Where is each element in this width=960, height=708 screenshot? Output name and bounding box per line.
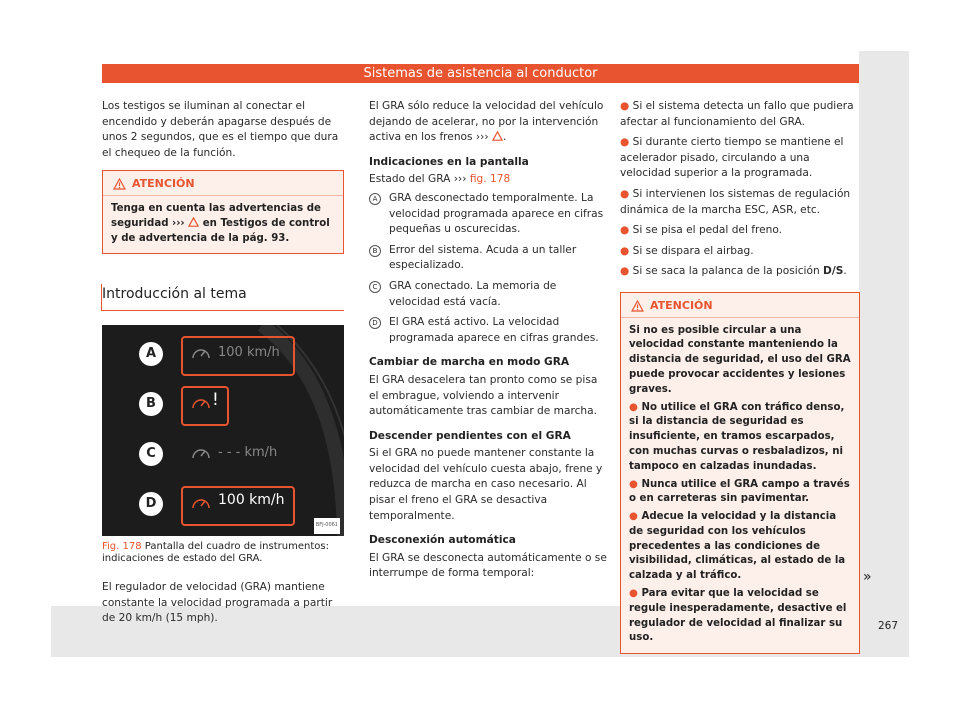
warning-body bbox=[103, 196, 343, 253]
page bbox=[51, 51, 859, 644]
page-header: Sistemas de asistencia al conductor bbox=[102, 64, 859, 83]
legend-key: A bbox=[369, 193, 381, 205]
paragraph: El GRA desacelera tan pronto como se pisa el embrague, volviendo a intervenir automáticamente tras cambiar de marcha. bbox=[369, 373, 598, 418]
warning-title: ATENCIÓN bbox=[132, 177, 195, 191]
figure-speed: - - - km/h bbox=[218, 444, 278, 460]
warning-bullet: ● Adecue la velocidad y la distancia de seguridad con los vehículos precedentes a las condiciones de visibilidad, climáticas, al estado de la calzada y al tráfico. bbox=[629, 511, 846, 582]
warning-header bbox=[621, 293, 859, 318]
bullet-item: ● Si intervienen los sistemas de regulación dinámica de la marcha ESC, ASR, etc. bbox=[620, 187, 851, 216]
paragraph: El GRA sólo reduce la velocidad del vehículo dejando de acelerar, no por la intervención activa en los frenos ››› . bbox=[369, 100, 604, 144]
figure-label: B bbox=[139, 392, 163, 416]
figure-speed: 100 km/h bbox=[218, 344, 280, 360]
legend-key: D bbox=[369, 317, 381, 329]
warning-text-b: en Testigos de control y de advertencia de la pág. 93. bbox=[111, 217, 330, 244]
warning-box-1 bbox=[102, 170, 344, 254]
warning-text-a: Tenga en cuenta las advertencias de seguridad ››› bbox=[111, 202, 321, 229]
subheading: Descender pendientes con el GRA bbox=[369, 429, 571, 442]
outro-paragraph: El regulador de velocidad (GRA) mantiene constante la velocidad programada a partir de 20 km/h (15 mph). bbox=[102, 580, 333, 625]
legend-item bbox=[369, 191, 607, 238]
warning-title: ATENCIÓN bbox=[650, 298, 713, 312]
intro-paragraph: Los testigos se iluminan al conectar el encendido y deberán apagarse después de unos 2 segundos, que es el tiempo que dura el chequeo de la función. bbox=[102, 100, 339, 159]
bullet-text: Si se dispara el airbag. bbox=[632, 244, 754, 257]
paragraph: El GRA se desconecta automáticamente o se interrumpe de forma temporal: bbox=[369, 551, 607, 580]
warning-bullet-text: Para evitar que la velocidad se regule inesperadamente, desactive el regulador de velocidad al finalizar su uso. bbox=[629, 588, 847, 644]
figure-speed: ! bbox=[212, 389, 219, 410]
instrument-figure bbox=[102, 325, 344, 536]
figure-label: C bbox=[139, 442, 163, 466]
warning-bullet: ● Nunca utilice el GRA campo a través o en carreteras sin pavimentar. bbox=[629, 478, 850, 505]
warning-triangle-icon bbox=[188, 217, 199, 227]
bullet-text: Si intervienen los sistemas de regulación dinámica de la marcha ESC, ASR, etc. bbox=[620, 187, 851, 216]
paragraph: Si el GRA no puede mantener constante la velocidad del vehículo cuesta abajo, frene y reduzca de marcha en caso necesario. Al pisar el freno el GRA se desactiva temporalmente. bbox=[369, 447, 603, 522]
column-1 bbox=[102, 99, 344, 636]
legend-text: GRA conectado. La memoria de velocidad está vacía. bbox=[389, 279, 557, 308]
figure-row-b bbox=[102, 381, 344, 427]
warning-triangle-icon bbox=[113, 178, 126, 190]
figure-caption-text: Pantalla del cuadro de instrumentos: indicaciones de estado del GRA. bbox=[102, 540, 329, 565]
warning-header bbox=[103, 171, 343, 196]
legend-text: Error del sistema. Acuda a un taller especializado. bbox=[389, 243, 577, 272]
bullet-item: ● Si se saca la palanca de la posición D/S. bbox=[620, 265, 847, 278]
paragraph bbox=[369, 172, 607, 188]
bullet-item: ● Si se dispara el airbag. bbox=[620, 244, 754, 257]
legend-item bbox=[369, 243, 607, 274]
subheading: Indicaciones en la pantalla bbox=[369, 155, 529, 168]
figure-caption bbox=[102, 541, 344, 566]
bullet-text: Si se pisa el pedal del freno. bbox=[632, 224, 783, 237]
figure-code: BFJ-0061 bbox=[314, 518, 340, 534]
subheading: Cambiar de marcha en modo GRA bbox=[369, 356, 570, 369]
figure-label: D bbox=[139, 492, 163, 516]
speedometer-icon bbox=[190, 443, 212, 465]
bullet-text: Si se saca la palanca de la posición bbox=[632, 265, 820, 278]
speedometer-icon bbox=[190, 493, 212, 515]
warning-body bbox=[621, 318, 859, 654]
subheading: Desconexión automática bbox=[369, 534, 516, 547]
figure-link[interactable]: fig. 178 bbox=[469, 173, 511, 186]
figure-row-c bbox=[102, 431, 344, 477]
speedometer-icon bbox=[190, 393, 212, 415]
page-background bbox=[51, 51, 909, 657]
figure-number: Fig. 178 bbox=[102, 540, 142, 552]
legend-list bbox=[369, 191, 607, 346]
warning-triangle-icon bbox=[631, 300, 644, 312]
warning-intro: Si no es posible circular a una velocidad constante manteniendo la distancia de seguridad, el uso del GRA puede provocar accidentes y lesiones graves. bbox=[629, 324, 851, 395]
paragraph-text: El GRA sólo reduce la velocidad del vehículo dejando de acelerar, no por la intervención activa en los frenos ››› bbox=[369, 100, 604, 144]
continue-arrow: » bbox=[863, 569, 872, 585]
section-title: Introducción al tema bbox=[102, 284, 344, 311]
legend-item bbox=[369, 315, 607, 346]
page-number: 267 bbox=[878, 620, 899, 632]
speedometer-icon bbox=[190, 343, 212, 365]
column-3 bbox=[620, 99, 860, 654]
figure-row-d bbox=[102, 481, 344, 527]
legend-item bbox=[369, 279, 607, 310]
bullet-text: Si el sistema detecta un fallo que pudiera afectar al funcionamiento del GRA. bbox=[620, 100, 854, 128]
figure-row-a bbox=[102, 331, 344, 377]
legend-key: B bbox=[369, 245, 381, 257]
warning-bullet-text: Nunca utilice el GRA campo a través o en carreteras sin pavimentar. bbox=[629, 478, 850, 505]
legend-text: GRA desconectado temporalmente. La velocidad programada aparece en cifras pequeñas u oscurecidas. bbox=[389, 191, 604, 236]
bullet-item: ● Si se pisa el pedal del freno. bbox=[620, 224, 783, 237]
legend-text: El GRA está activo. La velocidad programada aparece en cifras grandes. bbox=[389, 316, 599, 344]
figure-label: A bbox=[139, 342, 163, 366]
column-2 bbox=[369, 99, 607, 591]
warning-bullet-text: Adecue la velocidad y la distancia de seguridad con los vehículos precedentes a las condiciones de visibilidad, climáticas, al estado de la calzada y al tráfico. bbox=[629, 511, 846, 582]
warning-bullet: ● No utilice el GRA con tráfico denso, si la distancia de seguridad es insuficiente, en tramos escarpados, con muchas curvas o resbaladizos, ni tampoco en calzadas inundadas. bbox=[629, 401, 845, 472]
warning-bullet: ● Para evitar que la velocidad se regule inesperadamente, desactive el regulador de velocidad al finalizar su uso. bbox=[629, 588, 847, 644]
warning-triangle-icon bbox=[492, 131, 503, 141]
warning-box-2 bbox=[620, 292, 860, 654]
gear-position: D/S bbox=[823, 265, 844, 278]
bullet-item: ● Si durante cierto tiempo se mantiene el acelerador pisado, circulando a una velocidad superior a la programada. bbox=[620, 136, 844, 180]
bullet-text: Si durante cierto tiempo se mantiene el acelerador pisado, circulando a una velocidad superior a la programada. bbox=[620, 136, 844, 180]
legend-key: C bbox=[369, 281, 381, 293]
figure-speed: 100 km/h bbox=[218, 491, 285, 508]
paragraph-text: Estado del GRA ››› bbox=[369, 173, 467, 186]
bullet-item: ● Si el sistema detecta un fallo que pudiera afectar al funcionamiento del GRA. bbox=[620, 100, 854, 128]
warning-bullet-text: No utilice el GRA con tráfico denso, si la distancia de seguridad es insuficiente, en tramos escarpados, con muchas curvas o resbaladizos, ni tampoco en calzadas inundadas. bbox=[629, 401, 845, 472]
